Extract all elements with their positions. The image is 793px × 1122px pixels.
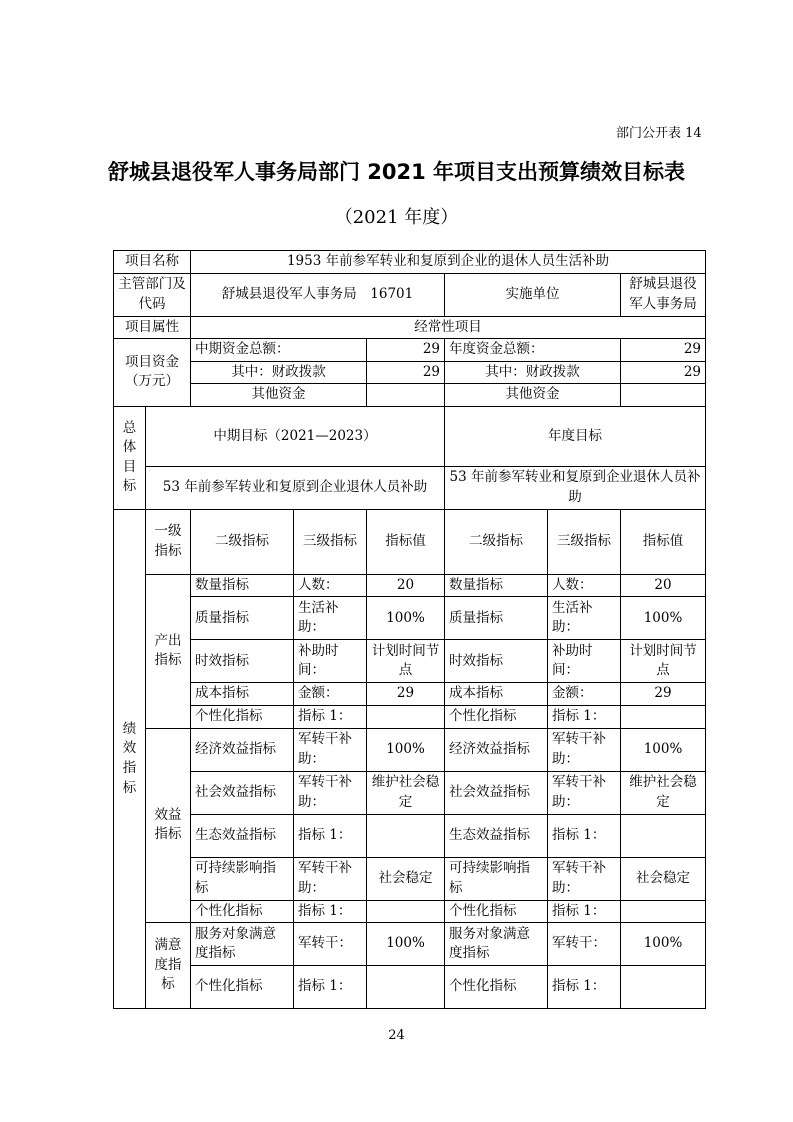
- level1-header: 一级指标: [146, 509, 191, 574]
- project-name-label: 项目名称: [114, 251, 191, 274]
- level3-cell-year: 军转干：: [548, 923, 621, 966]
- year-fiscal-value: 29: [621, 361, 706, 384]
- value-cell-year: [621, 900, 706, 923]
- level2-cell: 服务对象满意度指标: [191, 923, 294, 966]
- level3-cell: 军转干补助：: [294, 857, 367, 900]
- value-header-year: 指标值: [621, 509, 706, 574]
- row-goals-text: [114, 466, 706, 509]
- output-indicators-label: 产出指标: [146, 574, 191, 728]
- level2-cell-year: 生态效益指标: [445, 814, 548, 857]
- level2-cell-year: 个性化指标: [445, 900, 548, 923]
- value-cell-year: 100%: [621, 923, 706, 966]
- table-row: [114, 574, 706, 597]
- level3-cell: 军转干：: [294, 923, 367, 966]
- level3-cell: 军转干补助：: [294, 728, 367, 771]
- level3-cell: 金额：: [294, 683, 367, 706]
- year-fiscal-label: 其中：财政拨款: [445, 361, 621, 384]
- level2-cell: 个性化指标: [191, 966, 294, 1009]
- level3-cell-year: 军转干补助：: [548, 771, 621, 814]
- level3-cell-year: 指标 1：: [548, 900, 621, 923]
- mid-total-value: 29: [367, 339, 445, 362]
- department-label: 主管部门及代码: [114, 273, 191, 316]
- level2-cell-year: 个性化指标: [445, 705, 548, 728]
- table-row: [114, 966, 706, 1009]
- year-total-label: 年度资金总额：: [445, 339, 621, 362]
- value-cell: 20: [367, 574, 445, 597]
- table-row: [114, 923, 706, 966]
- level3-cell-year: 指标 1：: [548, 966, 621, 1009]
- level3-cell: 指标 1：: [294, 814, 367, 857]
- overall-goals-label: 总体目标: [114, 406, 146, 509]
- row-goals-header: [114, 406, 706, 466]
- attribute-value: 经常性项目: [191, 316, 706, 339]
- table-row: [114, 683, 706, 706]
- project-name-value: 1953 年前参军转业和复原到企业的退休人员生活补助: [191, 251, 706, 274]
- mid-goal-label: 中期目标（2021—2023）: [146, 406, 445, 466]
- level2-cell: 质量指标: [191, 597, 294, 640]
- row-department: [114, 273, 706, 316]
- level3-cell: 生活补助：: [294, 597, 367, 640]
- year-total-value: 29: [621, 339, 706, 362]
- level2-cell-year: 可持续影响指标: [445, 857, 548, 900]
- level3-header-year: 三级指标: [548, 509, 621, 574]
- table-number: 部门公开表 14: [616, 126, 702, 141]
- level3-cell-year: 金额：: [548, 683, 621, 706]
- fund-label: 项目资金（万元）: [114, 339, 191, 407]
- row-fund-total: [114, 339, 706, 362]
- row-indicator-header: [114, 509, 706, 574]
- level2-cell-year: 数量指标: [445, 574, 548, 597]
- value-cell: [367, 705, 445, 728]
- table-row: [114, 771, 706, 814]
- table-row: [114, 814, 706, 857]
- level3-cell-year: 指标 1：: [548, 814, 621, 857]
- level3-cell-year: 生活补助：: [548, 597, 621, 640]
- implementing-unit-label: 实施单位: [445, 273, 621, 316]
- level2-cell: 可持续影响指标: [191, 857, 294, 900]
- value-cell: 100%: [367, 597, 445, 640]
- value-cell-year: 100%: [621, 728, 706, 771]
- value-cell: [367, 966, 445, 1009]
- level3-cell-year: 补助时间：: [548, 640, 621, 683]
- value-cell: 计划时间节点: [367, 640, 445, 683]
- level2-cell-year: 质量指标: [445, 597, 548, 640]
- mid-fiscal-value: 29: [367, 361, 445, 384]
- page-number: 24: [388, 1028, 405, 1043]
- value-cell: [367, 814, 445, 857]
- table-row: [114, 900, 706, 923]
- level3-cell: 补助时间：: [294, 640, 367, 683]
- value-cell-year: 29: [621, 683, 706, 706]
- level2-cell: 个性化指标: [191, 705, 294, 728]
- value-cell-year: 维护社会稳定: [621, 771, 706, 814]
- value-cell: 29: [367, 683, 445, 706]
- level2-header-year: 二级指标: [445, 509, 548, 574]
- mid-other-value: [367, 384, 445, 407]
- level3-cell: 人数：: [294, 574, 367, 597]
- level3-cell-year: 人数：: [548, 574, 621, 597]
- level2-cell: 个性化指标: [191, 900, 294, 923]
- level2-cell-year: 服务对象满意度指标: [445, 923, 548, 966]
- level3-cell: 指标 1：: [294, 966, 367, 1009]
- year-other-value: [621, 384, 706, 407]
- mid-other-label: 其他资金: [191, 384, 367, 407]
- level2-cell-year: 个性化指标: [445, 966, 548, 1009]
- mid-fiscal-label: 其中：财政拨款: [191, 361, 367, 384]
- performance-indicators-label: 绩效指标: [114, 509, 146, 1008]
- level2-cell-year: 经济效益指标: [445, 728, 548, 771]
- row-attribute: [114, 316, 706, 339]
- level2-cell: 成本指标: [191, 683, 294, 706]
- department-value: 舒城县退役军人事务局 16701: [191, 273, 445, 316]
- table-row: [114, 728, 706, 771]
- value-cell: 100%: [367, 728, 445, 771]
- page-subtitle: （2021 年度）: [334, 207, 459, 228]
- table-row: [114, 597, 706, 640]
- performance-target-table: [113, 250, 706, 1009]
- level2-cell-year: 成本指标: [445, 683, 548, 706]
- level3-cell: 指标 1：: [294, 900, 367, 923]
- row-fund-other: [114, 384, 706, 407]
- level2-cell: 社会效益指标: [191, 771, 294, 814]
- row-fund-fiscal: [114, 361, 706, 384]
- value-cell-year: [621, 814, 706, 857]
- level3-header: 三级指标: [294, 509, 367, 574]
- value-cell: 社会稳定: [367, 857, 445, 900]
- year-goal-text: 53 年前参军转业和复原到企业退休人员补助: [445, 466, 706, 509]
- value-cell: 100%: [367, 923, 445, 966]
- implementing-unit-value: 舒城县退役军人事务局: [621, 273, 706, 316]
- level2-header: 二级指标: [191, 509, 294, 574]
- value-cell: 维护社会稳定: [367, 771, 445, 814]
- satisfaction-indicators-label: 满意度指标: [146, 923, 191, 1009]
- year-other-label: 其他资金: [445, 384, 621, 407]
- row-project-name: [114, 251, 706, 274]
- page-title: 舒城县退役军人事务局部门 2021 年项目支出预算绩效目标表: [107, 160, 686, 184]
- level3-cell: 指标 1：: [294, 705, 367, 728]
- mid-goal-text: 53 年前参军转业和复原到企业退休人员补助: [146, 466, 445, 509]
- table-row: [114, 705, 706, 728]
- level2-cell: 生态效益指标: [191, 814, 294, 857]
- value-cell-year: 社会稳定: [621, 857, 706, 900]
- level2-cell-year: 社会效益指标: [445, 771, 548, 814]
- value-cell: [367, 900, 445, 923]
- value-header: 指标值: [367, 509, 445, 574]
- table-row: [114, 857, 706, 900]
- year-goal-label: 年度目标: [445, 406, 706, 466]
- level3-cell-year: 指标 1：: [548, 705, 621, 728]
- value-cell-year: 100%: [621, 597, 706, 640]
- benefit-indicators-label: 效益指标: [146, 728, 191, 923]
- level2-cell: 数量指标: [191, 574, 294, 597]
- level3-cell-year: 军转干补助：: [548, 857, 621, 900]
- level2-cell: 时效指标: [191, 640, 294, 683]
- value-cell-year: 计划时间节点: [621, 640, 706, 683]
- value-cell-year: [621, 966, 706, 1009]
- value-cell-year: 20: [621, 574, 706, 597]
- mid-total-label: 中期资金总额：: [191, 339, 367, 362]
- attribute-label: 项目属性: [114, 316, 191, 339]
- level3-cell-year: 军转干补助：: [548, 728, 621, 771]
- level2-cell-year: 时效指标: [445, 640, 548, 683]
- table-row: [114, 640, 706, 683]
- level2-cell: 经济效益指标: [191, 728, 294, 771]
- value-cell-year: [621, 705, 706, 728]
- level3-cell: 军转干补助：: [294, 771, 367, 814]
